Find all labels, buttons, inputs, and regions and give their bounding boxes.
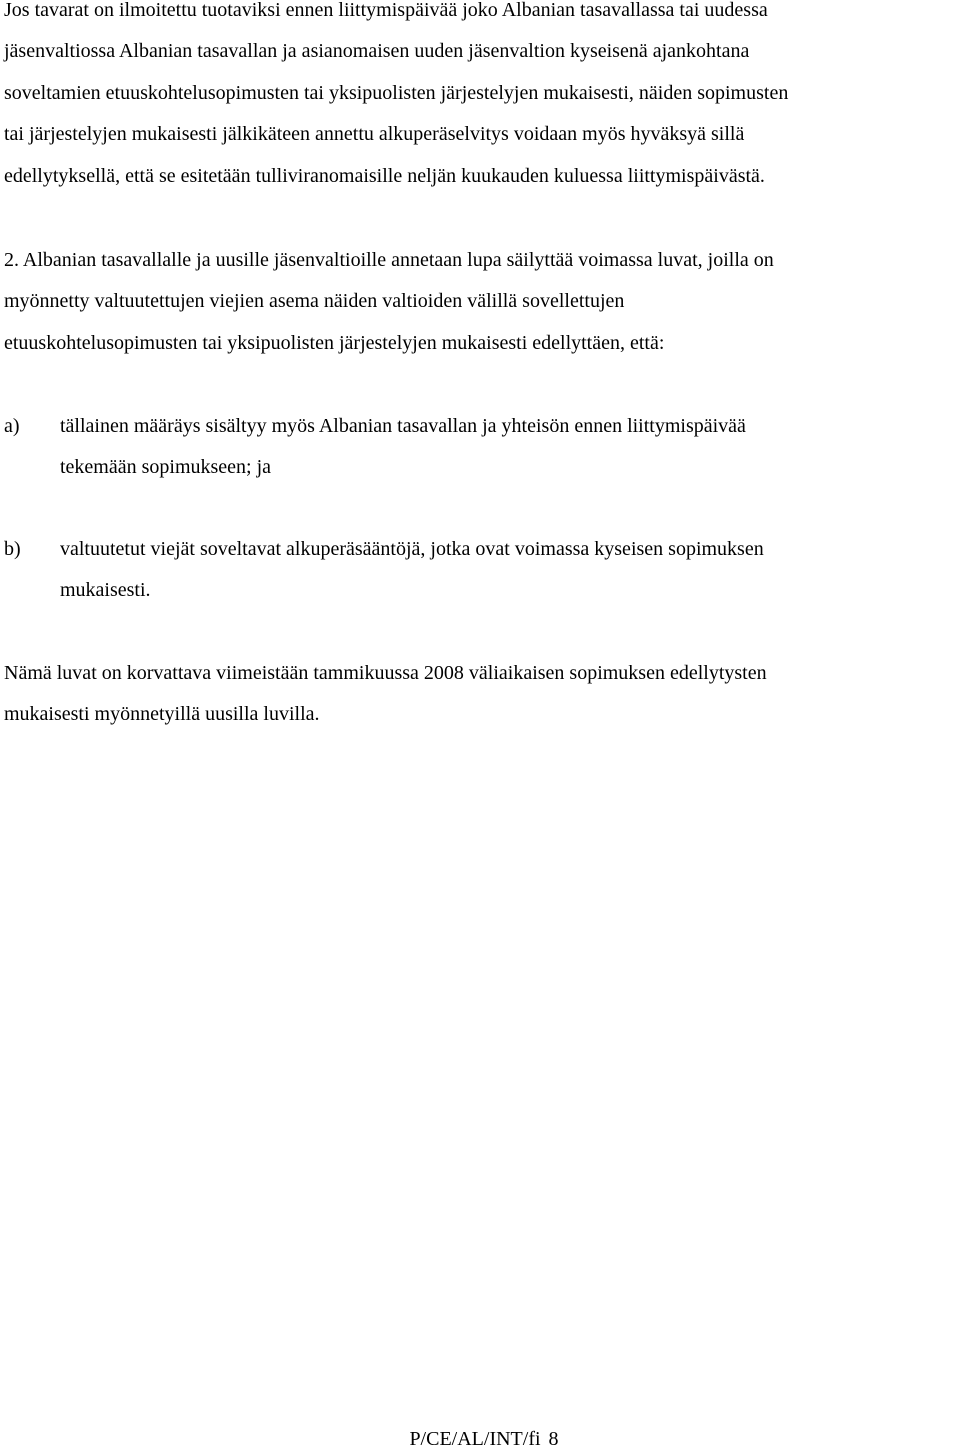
page-number: 8 xyxy=(548,1428,559,1450)
document-reference: P/CE/AL/INT/fi xyxy=(409,1428,541,1450)
paragraph-line: edellytyksellä, että se esitetään tulliviranomaisille neljän kuukauden kuluessa liittymispäivästä. xyxy=(4,164,765,187)
list-item-line: tekemään sopimukseen; ja xyxy=(60,456,272,479)
paragraph-line: jäsenvaltiossa Albanian tasavallan ja asianomaisen uuden jäsenvaltion kyseisenä ajankohtana xyxy=(4,40,750,63)
paragraph-line: Nämä luvat on korvattava viimeistään tammikuussa 2008 väliaikaisen sopimuksen edellytysten xyxy=(4,662,767,684)
paragraph-line: soveltamien etuuskohtelusopimusten tai yksipuolisten järjestelyjen mukaisesti, näiden sopimusten xyxy=(4,81,789,104)
list-item-line: mukaisesti. xyxy=(60,579,151,602)
list-item-label-b: b) xyxy=(4,538,21,560)
paragraph-1 xyxy=(4,0,958,197)
paragraph-2 xyxy=(4,240,958,364)
paragraph-line: Jos tavarat on ilmoitettu tuotaviksi ennen liittymispäivää joko Albanian tasavallassa tai uudessa xyxy=(4,0,768,21)
list-item-line: valtuutetut viejät soveltavat alkuperäsääntöjä, jotka ovat voimassa kyseisen sopimuksen xyxy=(60,538,764,560)
page-footer xyxy=(0,1426,960,1452)
paragraph-line: myönnetty valtuutettujen viejien asema näiden valtioiden välillä sovellettujen xyxy=(4,290,625,313)
paragraph-line: 2. Albanian tasavallalle ja uusille jäsenvaltioille annetaan lupa säilyttää voimassa luvat, joilla on xyxy=(4,249,774,271)
list-item-a xyxy=(60,406,920,489)
list-item-line: tällainen määräys sisältyy myös Albanian tasavallan ja yhteisön ennen liittymispäivää xyxy=(60,415,746,437)
paragraph-line: mukaisesti myönnetyillä uusilla luvilla. xyxy=(4,703,320,726)
paragraph-line: tai järjestelyjen mukaisesti jälkikäteen annettu alkuperäselvitys voidaan myös hyväksyä sillä xyxy=(4,123,745,146)
list-item-b xyxy=(60,529,920,612)
paragraph-3 xyxy=(4,653,958,736)
list-item-label-a: a) xyxy=(4,415,20,437)
paragraph-line: etuuskohtelusopimusten tai yksipuolisten järjestelyjen mukaisesti edellyttäen, että: xyxy=(4,331,665,354)
